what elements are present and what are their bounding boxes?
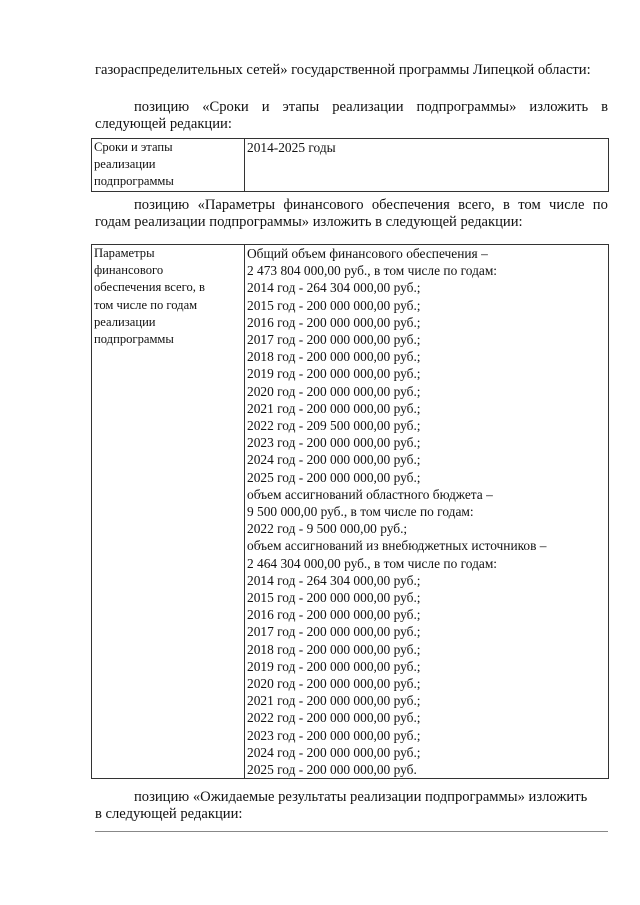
table-finance-label: Параметры финансового обеспечения всего, в том числе по годам реализации подпрограммы xyxy=(92,245,245,779)
para1-line1-word: и xyxy=(261,99,270,115)
para2-line1-word: в xyxy=(503,197,510,213)
finance-line: объем ассигнований областного бюджета – xyxy=(247,486,493,502)
finance-line: 2019 год - 200 000 000,00 руб.; xyxy=(247,658,421,674)
para1-line1-word: этапы xyxy=(282,99,320,115)
para1-line1 xyxy=(134,99,608,116)
table-finance xyxy=(91,244,609,779)
finance-line: 2022 год - 9 500 000,00 руб.; xyxy=(247,521,408,537)
finance-line: 9 500 000,00 руб., в том числе по годам: xyxy=(247,504,474,520)
finance-line: 2020 год - 200 000 000,00 руб.; xyxy=(247,383,421,399)
finance-line: Общий объем финансового обеспечения – xyxy=(247,246,488,261)
para1-line1-word: позицию xyxy=(134,99,190,115)
finance-line: 2025 год - 200 000 000,00 руб. xyxy=(247,762,417,778)
finance-line: 2019 год - 200 000 000,00 руб.; xyxy=(247,366,421,382)
finance-line: 2014 год - 264 304 000,00 руб.; xyxy=(247,572,421,588)
para1-line1-word: реализации xyxy=(332,99,404,115)
finance-line: 2 464 304 000,00 руб., в том числе по годам: xyxy=(247,555,498,571)
para2-line1-word: «Параметры xyxy=(197,197,276,213)
para3-line2: в следующей редакции: xyxy=(95,806,243,822)
para2-line1 xyxy=(134,197,608,214)
finance-line: 2017 год - 200 000 000,00 руб.; xyxy=(247,332,421,348)
finance-line: 2025 год - 200 000 000,00 руб.; xyxy=(247,469,421,485)
para2-line1-word: по xyxy=(592,197,608,213)
finance-line: 2023 год - 200 000 000,00 руб.; xyxy=(247,727,421,743)
para1-line1-word: изложить xyxy=(529,99,589,115)
para2-line1-word: том xyxy=(518,197,541,213)
para1-line1-word: в xyxy=(601,99,608,115)
para2-line2: годам реализации подпрограммы» изложить в следующей редакции: xyxy=(95,214,523,230)
top-line: газораспределительных сетей» государственной программы Липецкой области: xyxy=(95,62,591,78)
table-terms-value: 2014-2025 годы xyxy=(245,139,609,192)
para2-line1-word: обеспечения xyxy=(371,197,450,213)
finance-line: 2 473 804 000,00 руб., в том числе по годам: xyxy=(247,263,498,279)
finance-line: 2024 год - 200 000 000,00 руб.; xyxy=(247,452,421,468)
finance-line: 2018 год - 200 000 000,00 руб.; xyxy=(247,641,421,657)
table-finance-values xyxy=(245,245,609,779)
para1-line1-word: подпрограммы» xyxy=(416,99,517,115)
finance-line: 2018 год - 200 000 000,00 руб.; xyxy=(247,349,421,365)
para2-line1-word: всего, xyxy=(458,197,495,213)
finance-line: 2021 год - 200 000 000,00 руб.; xyxy=(247,693,421,709)
para1-line2: следующей редакции: xyxy=(95,116,232,132)
finance-line: 2014 год - 264 304 000,00 руб.; xyxy=(247,280,421,296)
finance-line: 2022 год - 200 000 000,00 руб.; xyxy=(247,710,421,726)
finance-line: 2015 год - 200 000 000,00 руб.; xyxy=(247,297,421,313)
para2-line1-word: финансового xyxy=(283,197,364,213)
finance-line: 2016 год - 200 000 000,00 руб.; xyxy=(247,314,421,330)
finance-line: 2016 год - 200 000 000,00 руб.; xyxy=(247,607,421,623)
para3-line1: позицию «Ожидаемые результаты реализации подпрограммы» изложить xyxy=(134,789,588,805)
finance-line: 2022 год - 209 500 000,00 руб.; xyxy=(247,418,421,434)
finance-line: 2015 год - 200 000 000,00 руб.; xyxy=(247,590,421,606)
finance-line: 2023 год - 200 000 000,00 руб.; xyxy=(247,435,421,451)
para2-line1-word: позицию xyxy=(134,197,190,213)
para1-line1-word: «Сроки xyxy=(202,99,249,115)
finance-line: объем ассигнований из внебюджетных источников – xyxy=(247,538,547,554)
page-rule xyxy=(95,831,608,832)
finance-line: 2024 год - 200 000 000,00 руб.; xyxy=(247,744,421,760)
finance-line: 2020 год - 200 000 000,00 руб.; xyxy=(247,676,421,692)
finance-line: 2017 год - 200 000 000,00 руб.; xyxy=(247,624,421,640)
finance-line: 2021 год - 200 000 000,00 руб.; xyxy=(247,400,421,416)
table-terms xyxy=(91,138,609,192)
table-terms-label: Сроки и этапы реализации подпрограммы xyxy=(92,139,245,192)
para2-line1-word: числе xyxy=(549,197,585,213)
